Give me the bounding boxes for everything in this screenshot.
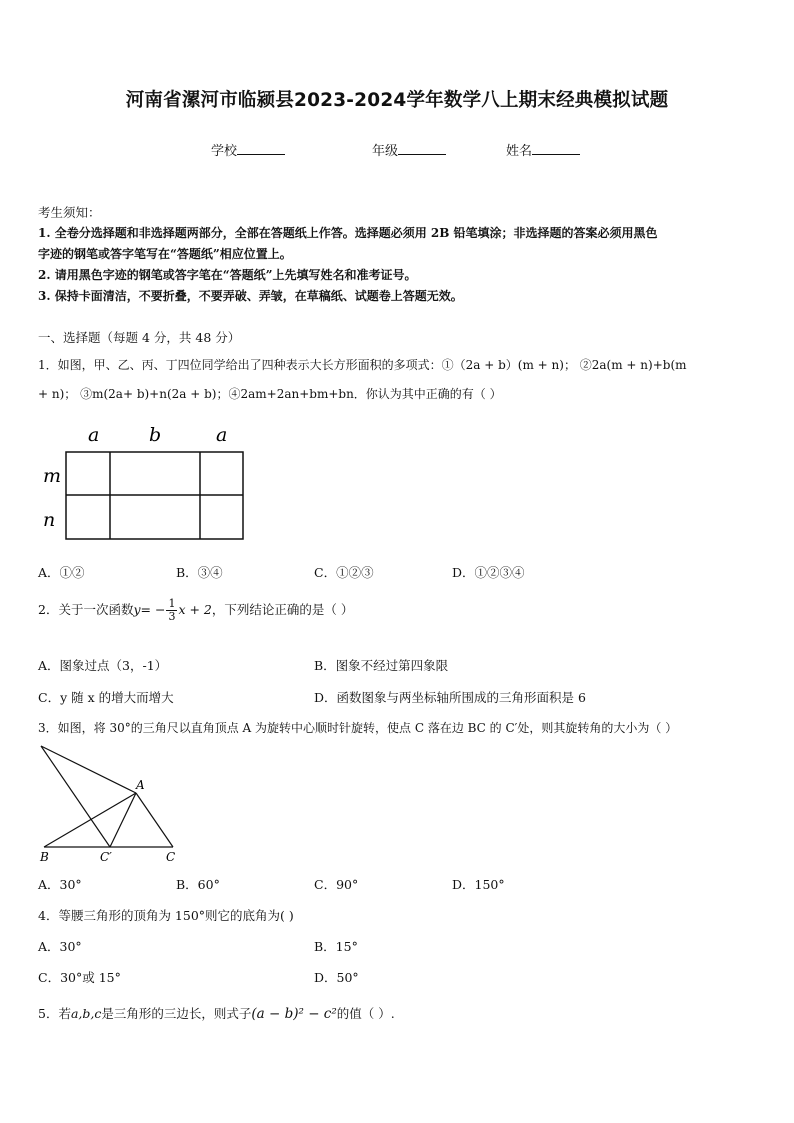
q2-text bbox=[38, 598, 353, 623]
q3-option-c: C．90° bbox=[314, 877, 359, 892]
q3-text: 3．如图，将 30°的三角尺以直角顶点 A 为旋转中心顺时针旋转，使点 C 落在边 BC 的 C′处，则其旋转角的大小为（ ） bbox=[38, 721, 678, 735]
q4-option-a: A．30° bbox=[38, 939, 82, 954]
q1-text-line2: + n)； ③m(2a+ b)+n(2a + b)；④2am+2an+bm+bn．你认为其中正确的有（ ） bbox=[38, 387, 502, 401]
q5-text bbox=[38, 1004, 395, 1022]
q1-label-a2: a bbox=[216, 424, 228, 446]
school-blank bbox=[237, 142, 285, 155]
q2-eq: = − bbox=[140, 602, 166, 617]
q2-prefix: 2．关于一次函数 bbox=[38, 602, 134, 617]
q1-label-b: b bbox=[149, 424, 162, 446]
q5-mid: 是三角形的三边长，则式子 bbox=[101, 1006, 252, 1021]
q1-rectangle-figure bbox=[38, 420, 253, 545]
q3-option-d: D．150° bbox=[452, 877, 505, 892]
q1-label-n: n bbox=[43, 509, 56, 531]
q1-label-m: m bbox=[43, 465, 62, 487]
q2-fraction-num: 1 bbox=[168, 597, 176, 610]
q3-label-c: C bbox=[166, 850, 176, 864]
school-label: 学校 bbox=[211, 144, 238, 159]
q2-suffix: ，下列结论正确的是（ ） bbox=[211, 602, 354, 617]
q1-option-c: C．①②③ bbox=[314, 565, 374, 580]
q4-text: 4．等腰三角形的顶角为 150°则它的底角为( ) bbox=[38, 908, 294, 923]
q1-text-line1: 1．如图，甲、乙、丙、丁四位同学给出了四种表示大长方形面积的多项式：①（2a + b）(m + n)； ②2a(m + n)+b(m bbox=[38, 358, 687, 372]
q3-option-a: A．30° bbox=[38, 877, 82, 892]
q1-option-d: D．①②③④ bbox=[452, 565, 525, 580]
q1-option-b: B．③④ bbox=[176, 565, 223, 580]
notice-heading: 考生须知： bbox=[38, 205, 101, 220]
q3-label-c1: C′ bbox=[100, 850, 112, 864]
q3-label-b: B bbox=[40, 850, 49, 864]
q3-line-top-to-c1 bbox=[41, 746, 110, 847]
q1-option-a: A．①② bbox=[38, 565, 85, 580]
q2-fraction bbox=[166, 598, 177, 623]
q5-vars: a,b,c bbox=[70, 1006, 102, 1021]
q2-option-a: A．图象过点（3，-1） bbox=[38, 658, 168, 673]
q1-label-a1: a bbox=[88, 424, 100, 446]
grade-blank bbox=[398, 142, 446, 155]
grade-field bbox=[372, 140, 446, 159]
notice-item-1: 1. 全卷分选择题和非选择题两部分，全部在答题纸上作答。选择题必须用 2B 铅笔填涂；非选择题的答案必须用黑色 bbox=[38, 226, 658, 240]
q4-option-c: C．30°或 15° bbox=[38, 970, 121, 985]
q5-prefix: 5．若 bbox=[38, 1006, 71, 1021]
school-field bbox=[211, 140, 285, 159]
name-label: 姓名 bbox=[506, 144, 533, 159]
notice-item-1-cont: 字迹的钢笔或答字笔写在“答题纸”相应位置上。 bbox=[38, 247, 292, 261]
q4-option-b: B．15° bbox=[314, 939, 358, 954]
section-heading: 一、选择题（每题 4 分，共 48 分） bbox=[38, 330, 241, 345]
q5-expression: (a − b)² − c² bbox=[251, 1006, 337, 1022]
notice-item-2: 2. 请用黑色字迹的钢笔或答字笔在“答题纸”上先填写姓名和准考证号。 bbox=[38, 268, 417, 282]
q2-option-d: D．函数图象与两坐标轴所围成的三角形面积是 6 bbox=[314, 690, 586, 705]
q2-y: y bbox=[133, 602, 141, 617]
q3-line-b-to-a bbox=[44, 793, 136, 847]
name-blank bbox=[532, 142, 580, 155]
q4-option-d: D．50° bbox=[314, 970, 359, 985]
q2-fraction-den: 3 bbox=[168, 610, 176, 623]
q2-rest: x + 2 bbox=[178, 602, 212, 617]
q2-option-b: B．图象不经过第四象限 bbox=[314, 658, 449, 673]
q2-option-c: C．y 随 x 的增大而增大 bbox=[38, 690, 174, 705]
q3-triangle-figure bbox=[34, 740, 194, 865]
q5-suffix: 的值（ ）. bbox=[336, 1006, 395, 1021]
q3-line-a-to-c bbox=[136, 793, 173, 847]
grade-label: 年级 bbox=[372, 144, 399, 159]
exam-title: 河南省漯河市临颍县2023-2024学年数学八上期末经典模拟试题 bbox=[125, 90, 669, 111]
notice-item-3: 3. 保持卡面清洁，不要折叠，不要弄破、弄皱，在草稿纸、试题卷上答题无效。 bbox=[38, 289, 463, 303]
q3-label-a: A bbox=[136, 778, 145, 792]
name-field bbox=[506, 140, 580, 159]
q3-option-b: B．60° bbox=[176, 877, 220, 892]
q3-line-top-to-a bbox=[41, 746, 136, 793]
